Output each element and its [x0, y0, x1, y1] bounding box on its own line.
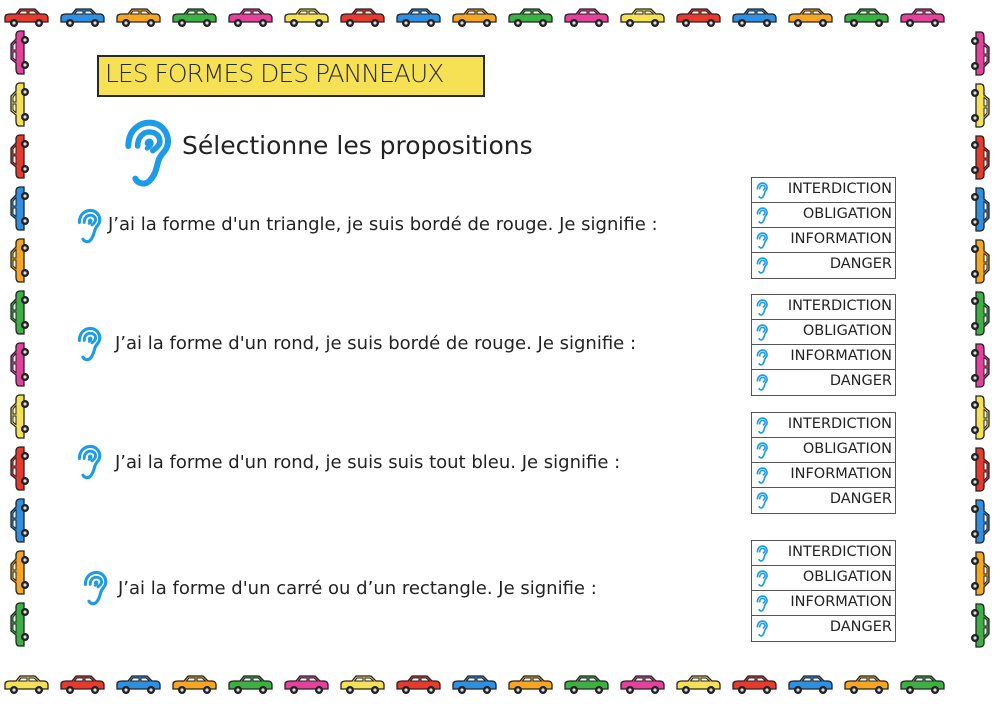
car-decoration-icon	[170, 7, 218, 29]
option-label: INTERDICTION	[787, 298, 892, 314]
car-decoration-icon	[842, 7, 890, 29]
option-information[interactable]	[752, 463, 895, 488]
car-decoration-icon	[9, 29, 31, 77]
question-1-text: J’ai la forme d'un triangle, je suis bordé de rouge. Je signifie :	[108, 214, 658, 235]
car-decoration-icon	[338, 7, 386, 29]
ear-audio-icon[interactable]	[755, 374, 769, 395]
ear-audio-icon[interactable]	[755, 349, 769, 370]
ear-audio-icon[interactable]	[755, 299, 769, 320]
car-decoration-icon	[898, 7, 946, 29]
ear-audio-icon[interactable]	[755, 467, 769, 488]
option-interdiction[interactable]	[752, 413, 895, 438]
car-decoration-icon	[170, 674, 218, 696]
ear-audio-icon[interactable]	[74, 444, 104, 484]
car-decoration-icon	[786, 674, 834, 696]
car-decoration-icon	[9, 445, 31, 493]
car-decoration-icon	[506, 674, 554, 696]
car-decoration-icon	[114, 7, 162, 29]
car-decoration-icon	[730, 674, 778, 696]
car-decoration-icon	[114, 674, 162, 696]
option-label: INFORMATION	[790, 466, 892, 482]
car-decoration-icon	[969, 29, 991, 77]
option-label: INTERDICTION	[787, 544, 892, 560]
car-decoration-icon	[969, 393, 991, 441]
option-danger[interactable]	[752, 370, 895, 395]
option-label: OBLIGATION	[802, 206, 892, 222]
car-decoration-icon	[450, 7, 498, 29]
car-decoration-icon	[618, 7, 666, 29]
car-decoration-icon	[618, 674, 666, 696]
car-decoration-icon	[969, 341, 991, 389]
ear-audio-icon[interactable]	[755, 595, 769, 616]
option-label: OBLIGATION	[802, 441, 892, 457]
car-decoration-icon	[282, 7, 330, 29]
ear-audio-icon[interactable]	[755, 417, 769, 438]
option-obligation[interactable]	[752, 438, 895, 463]
car-decoration-icon	[786, 7, 834, 29]
car-decoration-icon	[9, 289, 31, 337]
option-label: INFORMATION	[790, 231, 892, 247]
ear-audio-icon[interactable]	[755, 182, 769, 203]
option-interdiction[interactable]	[752, 541, 895, 566]
car-decoration-icon	[969, 185, 991, 233]
ear-audio-icon[interactable]	[755, 232, 769, 253]
option-label: OBLIGATION	[802, 569, 892, 585]
option-obligation[interactable]	[752, 566, 895, 591]
option-danger[interactable]	[752, 616, 895, 641]
instruction-text: Sélectionne les propositions	[182, 131, 533, 160]
option-information[interactable]	[752, 228, 895, 253]
car-decoration-icon	[9, 185, 31, 233]
car-decoration-icon	[226, 7, 274, 29]
car-decoration-icon	[58, 7, 106, 29]
option-interdiction[interactable]	[752, 178, 895, 203]
car-decoration-icon	[969, 289, 991, 337]
car-decoration-icon	[969, 497, 991, 545]
car-decoration-icon	[969, 601, 991, 649]
option-information[interactable]	[752, 591, 895, 616]
car-decoration-icon	[9, 549, 31, 597]
car-decoration-icon	[9, 341, 31, 389]
car-decoration-icon	[9, 393, 31, 441]
question-2-text: J’ai la forme d'un rond, je suis bordé de rouge. Je signifie :	[115, 333, 637, 354]
ear-audio-icon[interactable]	[118, 118, 176, 192]
option-obligation[interactable]	[752, 320, 895, 345]
car-decoration-icon	[9, 497, 31, 545]
car-decoration-icon	[730, 7, 778, 29]
option-label: DANGER	[829, 373, 892, 389]
option-label: INFORMATION	[790, 348, 892, 364]
option-interdiction[interactable]	[752, 295, 895, 320]
page-title: LES FORMES DES PANNEAUX	[105, 59, 444, 88]
question-3-options	[751, 412, 896, 514]
option-label: INTERDICTION	[787, 416, 892, 432]
option-label: INFORMATION	[790, 594, 892, 610]
question-3-text: J’ai la forme d'un rond, je suis suis tout bleu. Je signifie :	[115, 452, 621, 473]
car-decoration-icon	[562, 674, 610, 696]
ear-audio-icon[interactable]	[755, 570, 769, 591]
ear-audio-icon[interactable]	[80, 570, 110, 610]
option-label: OBLIGATION	[802, 323, 892, 339]
car-decoration-icon	[9, 237, 31, 285]
car-decoration-icon	[674, 674, 722, 696]
car-decoration-icon	[506, 7, 554, 29]
ear-audio-icon[interactable]	[74, 208, 104, 248]
car-decoration-icon	[58, 674, 106, 696]
ear-audio-icon[interactable]	[755, 207, 769, 228]
question-2-options	[751, 294, 896, 396]
car-decoration-icon	[969, 81, 991, 129]
option-label: DANGER	[829, 619, 892, 635]
ear-audio-icon[interactable]	[74, 326, 104, 366]
option-label: INTERDICTION	[787, 181, 892, 197]
ear-audio-icon[interactable]	[755, 324, 769, 345]
car-decoration-icon	[9, 601, 31, 649]
car-decoration-icon	[674, 7, 722, 29]
car-decoration-icon	[2, 674, 50, 696]
car-decoration-icon	[282, 674, 330, 696]
car-decoration-icon	[450, 674, 498, 696]
car-decoration-icon	[969, 549, 991, 597]
option-label: DANGER	[829, 256, 892, 272]
title-box	[97, 55, 485, 97]
option-danger[interactable]	[752, 253, 895, 278]
car-decoration-icon	[898, 674, 946, 696]
ear-audio-icon[interactable]	[755, 620, 769, 641]
option-obligation[interactable]	[752, 203, 895, 228]
car-decoration-icon	[394, 674, 442, 696]
question-1-options	[751, 177, 896, 279]
car-decoration-icon	[969, 237, 991, 285]
car-decoration-icon	[969, 133, 991, 181]
ear-audio-icon[interactable]	[755, 442, 769, 463]
ear-audio-icon[interactable]	[755, 492, 769, 513]
car-decoration-icon	[842, 674, 890, 696]
car-decoration-icon	[338, 674, 386, 696]
option-danger[interactable]	[752, 488, 895, 513]
ear-audio-icon[interactable]	[755, 545, 769, 566]
car-decoration-icon	[969, 445, 991, 493]
car-decoration-icon	[226, 674, 274, 696]
car-decoration-icon	[2, 7, 50, 29]
option-information[interactable]	[752, 345, 895, 370]
option-label: DANGER	[829, 491, 892, 507]
car-decoration-icon	[394, 7, 442, 29]
question-4-text: J’ai la forme d'un carré ou d’un rectangle. Je signifie :	[118, 578, 597, 599]
car-decoration-icon	[562, 7, 610, 29]
car-decoration-icon	[9, 133, 31, 181]
ear-audio-icon[interactable]	[755, 257, 769, 278]
car-decoration-icon	[9, 81, 31, 129]
question-4-options	[751, 540, 896, 642]
